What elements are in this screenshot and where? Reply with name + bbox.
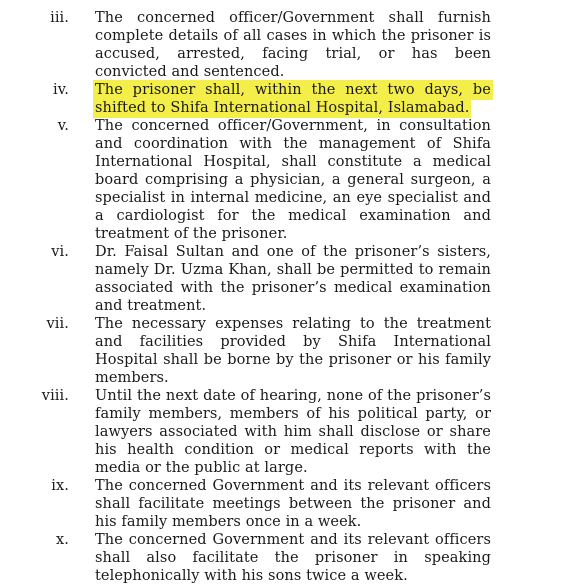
item-text: Until the next date of hearing, none of the prisoner’s family members, members of his political party, or lawyers associated with him shall disclose or share his health condition or medical reports with the media or the public at large. [95,388,491,476]
item-numeral: vi. [51,244,69,260]
highlighted-text: The prisoner shall, within the next two days, be shifted to Shifa International Hospital, Islamabad. [95,82,491,116]
list-item-v [0,117,575,243]
item-text: Dr. Faisal Sultan and one of the prisoner’s sisters, namely Dr. Uzma Khan, shall be permitted to remain associated with the prisoner’s medical examination and treatment. [95,244,491,314]
item-numeral: ix. [51,478,69,494]
item-text: The concerned Government and its relevant officers shall facilitate meetings between the prisoner and his family members once in a week. [95,478,491,530]
list-item-viii [0,387,575,477]
item-numeral: iii. [50,10,69,26]
item-numeral: x. [56,532,69,548]
list-item-iv [0,81,575,117]
item-text: The necessary expenses relating to the treatment and facilities provided by Shifa International Hospital shall be borne by the prisoner or his family members. [95,316,491,386]
item-numeral: v. [57,118,69,134]
item-numeral: viii. [41,388,69,404]
list-item-vii [0,315,575,387]
list-item-ix [0,477,575,531]
list-item-iii [0,9,575,81]
list-item-x [0,531,575,585]
item-text: The concerned officer/Government shall furnish complete details of all cases in which the prisoner is accused, arrested, facing trial, or has been convicted and sentenced. [95,10,491,80]
item-text-highlighted-wrapper [95,81,491,117]
item-numeral: iv. [52,82,69,98]
item-text: The concerned Government and its relevant officers shall also facilitate the prisoner in speaking telephonically with his sons twice a week. [95,532,491,584]
document-body [0,9,575,585]
item-text: The concerned officer/Government, in consultation and coordination with the management of Shifa International Hospital, shall constitute a medical board comprising a physician, a general surgeon, a specialist in internal medicine, an eye specialist and a cardiologist for the medical examination and treatment of the prisoner. [95,118,491,242]
item-numeral: vii. [46,316,69,332]
list-item-vi [0,243,575,315]
